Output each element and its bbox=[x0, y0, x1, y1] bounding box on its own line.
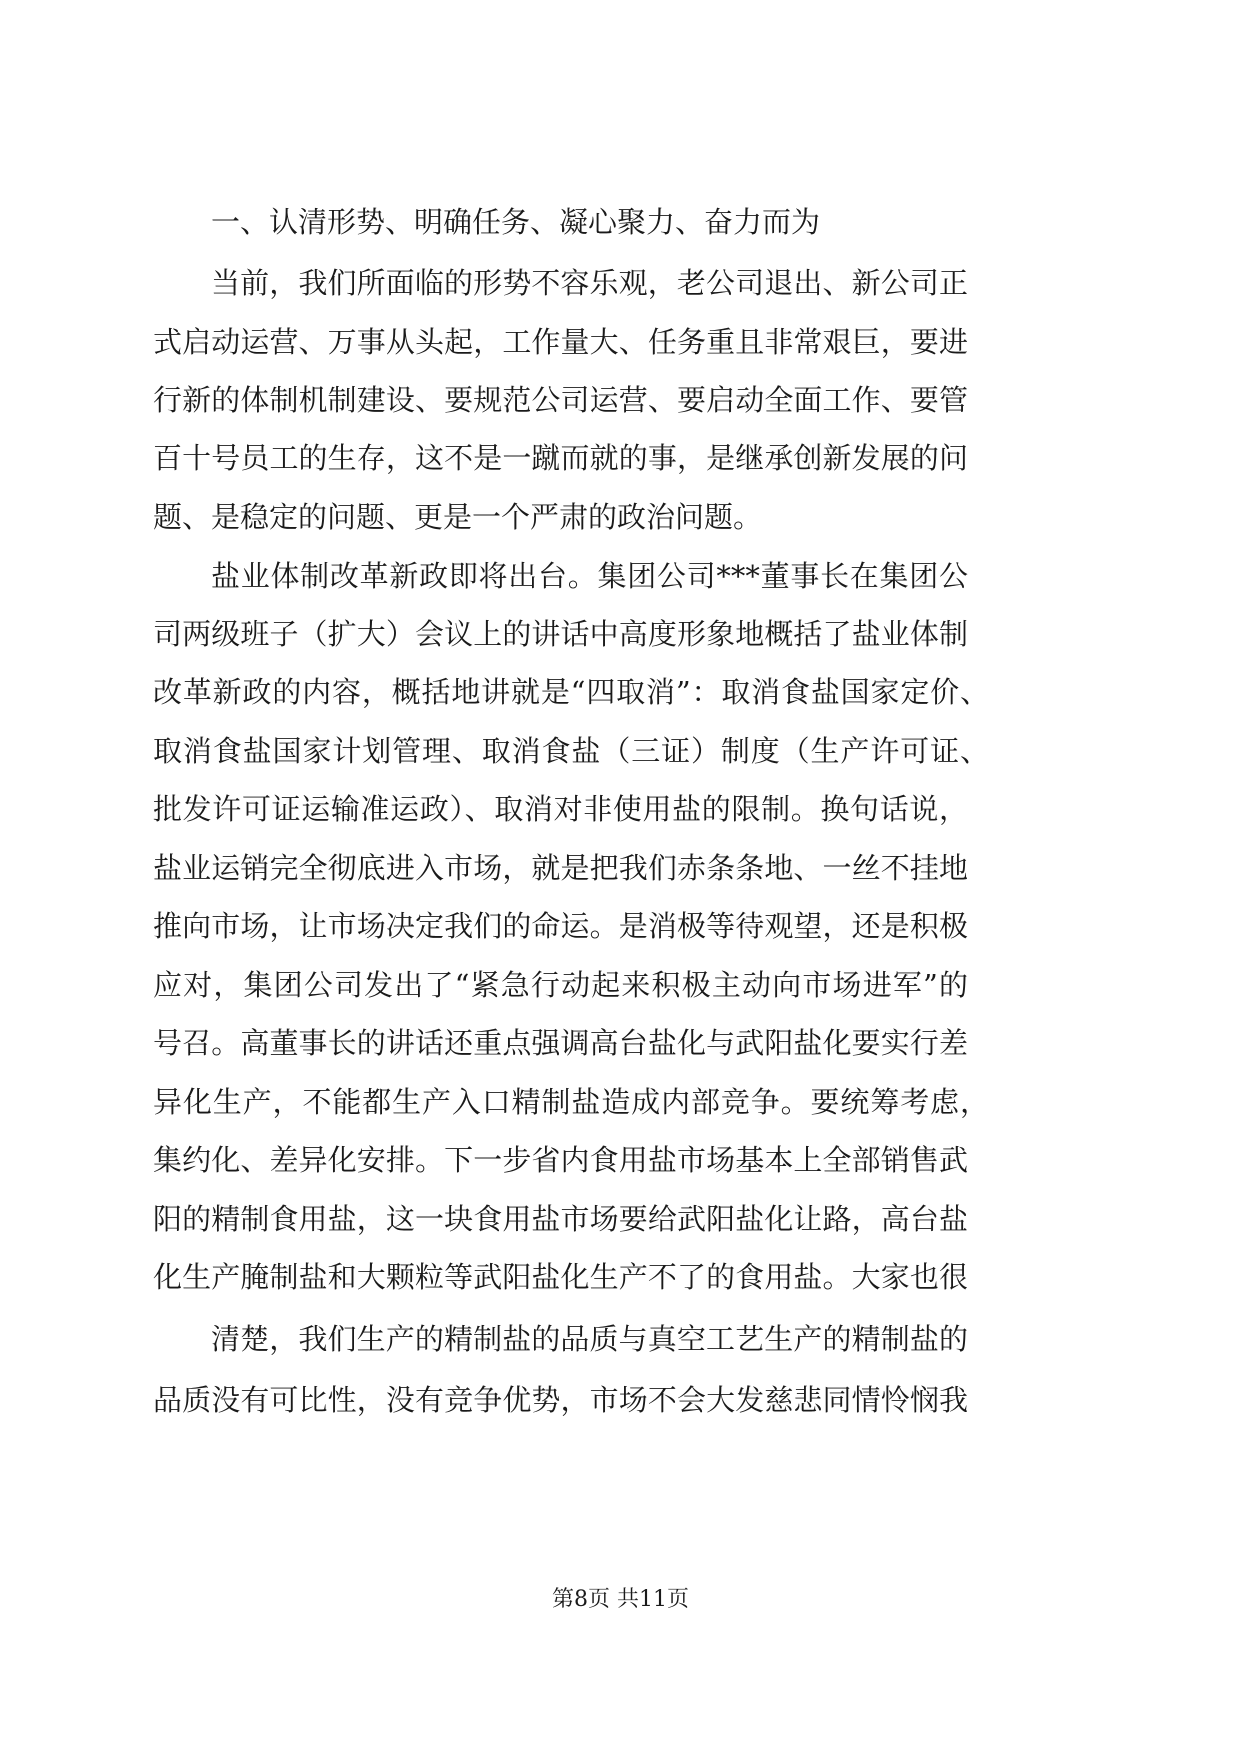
paragraph-line: 集约化、差异化安排。下一步省内食用盐市场基本上全部销售武 bbox=[153, 1143, 968, 1177]
paragraph-line: 式启动运营、万事从头起，工作量大、任务重且非常艰巨，要进 bbox=[153, 325, 968, 359]
section-heading: 一、认清形势、明确任务、凝心聚力、奋力而为 bbox=[211, 205, 821, 239]
paragraph-line: 题、是稳定的问题、更是一个严肃的政治问题。 bbox=[153, 500, 763, 534]
paragraph-line: 盐业体制改革新政即将出台。集团公司***董事长在集团公 bbox=[211, 559, 968, 593]
paragraph-line: 推向市场，让市场决定我们的命运。是消极等待观望，还是积极 bbox=[153, 909, 968, 943]
paragraph-line: 批发许可证运输准运政）、取消对非使用盐的限制。换句话说， bbox=[153, 792, 968, 826]
paragraph-line: 盐业运销完全彻底进入市场，就是把我们赤条条地、一丝不挂地 bbox=[153, 851, 968, 885]
paragraph-line: 阳的精制食用盐，这一块食用盐市场要给武阳盐化让路，高台盐 bbox=[153, 1202, 968, 1236]
page-number-footer: 第8页 共11页 bbox=[552, 1587, 689, 1612]
paragraph-line: 司两级班子（扩大）会议上的讲话中高度形象地概括了盐业体制 bbox=[153, 617, 968, 651]
paragraph-line: 化生产腌制盐和大颗粒等武阳盐化生产不了的食用盐。大家也很 bbox=[153, 1260, 968, 1294]
paragraph-line: 改革新政的内容，概括地讲就是“四取消”：取消食盐国家定价、 bbox=[153, 675, 989, 709]
paragraph-line: 取消食盐国家计划管理、取消食盐（三证）制度（生产许可证、 bbox=[153, 734, 989, 768]
paragraph-line: 异化生产，不能都生产入口精制盐造成内部竞争。要统筹考虑， bbox=[153, 1085, 989, 1119]
paragraph-line: 当前，我们所面临的形势不容乐观，老公司退出、新公司正 bbox=[211, 266, 968, 300]
paragraph-line: 号召。高董事长的讲话还重点强调高台盐化与武阳盐化要实行差 bbox=[153, 1026, 968, 1060]
paragraph-line: 应对，集团公司发出了“紧急行动起来积极主动向市场进军”的 bbox=[153, 968, 968, 1002]
paragraph-line: 行新的体制机制建设、要规范公司运营、要启动全面工作、要管 bbox=[153, 383, 968, 417]
paragraph-line: 百十号员工的生存，这不是一蹴而就的事，是继承创新发展的问 bbox=[153, 441, 968, 475]
paragraph-line: 品质没有可比性，没有竞争优势，市场不会大发慈悲同情怜悯我 bbox=[153, 1383, 968, 1417]
paragraph-line: 清楚，我们生产的精制盐的品质与真空工艺生产的精制盐的 bbox=[211, 1322, 968, 1356]
